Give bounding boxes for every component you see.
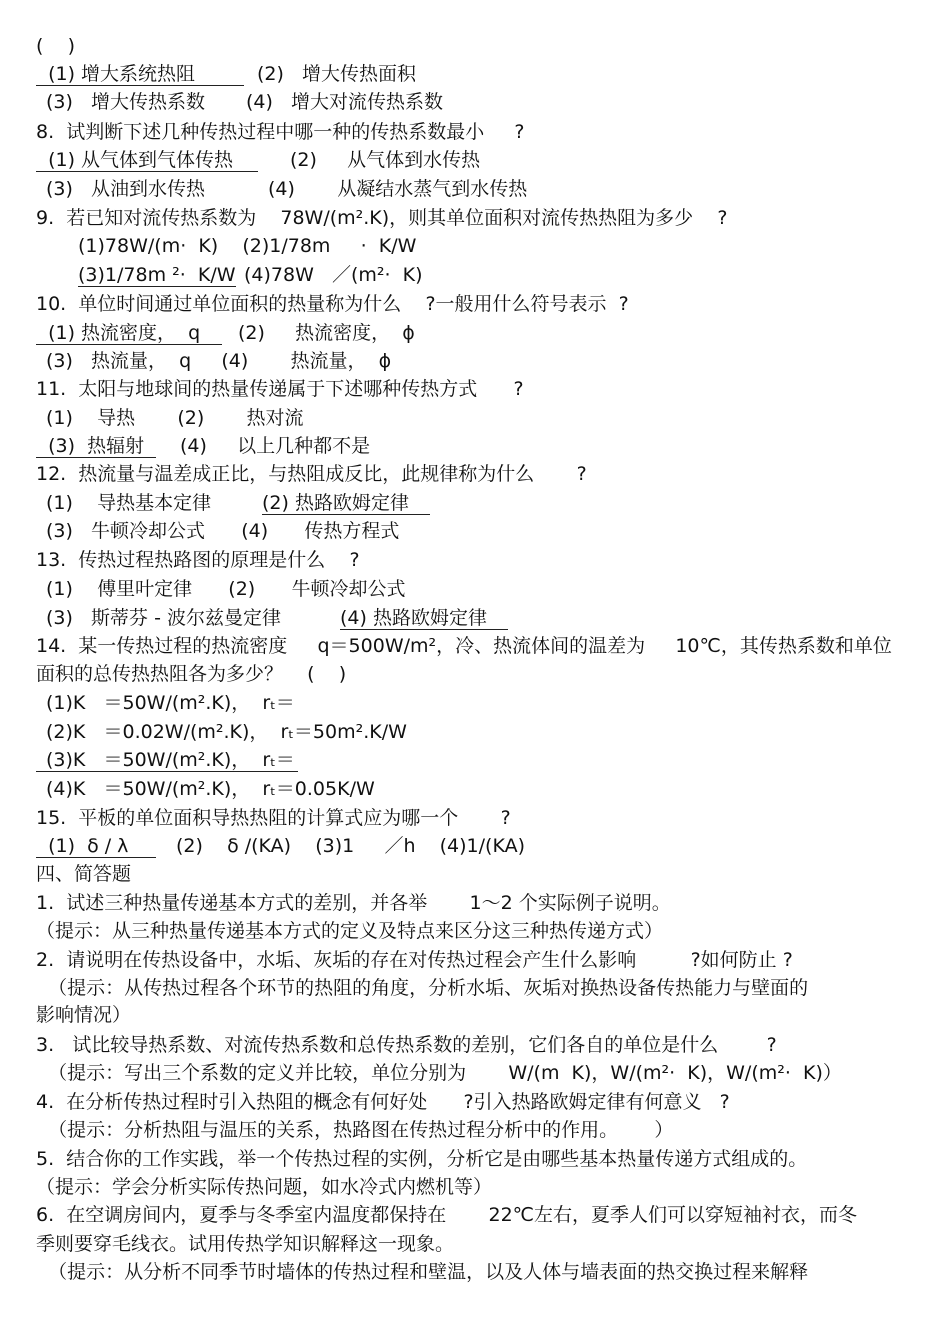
option-7-3: (3) 增大传热系数 [46, 91, 206, 113]
option-14-4: (4)K ＝50W/(m².K)， rₜ＝0.05K/W [46, 778, 375, 800]
hint-5: （提示：学会分析实际传热问题，如水冷式内燃机等） [36, 1176, 493, 1198]
option-7-2: (2) 增大传热面积 [257, 63, 417, 85]
option-11-1-2: (1) 导热 (2) 热对流 [46, 407, 304, 429]
selected-answer: (1) 热流密度， q [36, 322, 222, 345]
short-question-6: 6. 在空调房间内，夏季与冬季室内温度都保持在 22℃左右，夏季人们可以穿短袖衬衣，而冬 [36, 1204, 858, 1226]
short-question-5: 5. 结合你的工作实践，举一个传热过程的实例，分析它是由哪些基本热量传递方式组成的。 [36, 1148, 808, 1170]
short-question-6-cont: 季则要穿毛线衣。试用传热学知识解释这一现象。 [36, 1233, 455, 1255]
option-15-2-4: (2) δ /(KA) (3)1 ／h (4)1/(KA) [176, 835, 525, 857]
selected-answer: (1) 增大系统热阻 [36, 63, 244, 86]
option-14-3 [36, 748, 298, 772]
option-11-3 [36, 434, 156, 458]
question-14-cont: 面积的总传热热阻各为多少？ ( ) [36, 663, 347, 685]
option-7-4: (4) 增大对流传热系数 [246, 91, 444, 113]
option-8-1 [36, 148, 258, 172]
option-13-1-2: (1) 傅里叶定律 (2) 牛顿冷却公式 [46, 578, 406, 600]
question-14: 14. 某一传热过程的热流密度 q＝500W/m²，冷、热流体间的温差为 10℃，其传热系数和单位 [36, 635, 892, 657]
option-9-1-2: (1)78W/(m· K) (2)1/78m · K/W [78, 235, 417, 257]
short-question-1: 1. 试述三种热量传递基本方式的差别，并各举 1～2 个实际例子说明。 [36, 892, 671, 914]
selected-answer: (3) 热辐射 [36, 435, 156, 458]
option-8-4: (4) 从凝结水蒸气到水传热 [268, 178, 528, 200]
option-14-2: (2)K ＝0.02W/(m².K)， rₜ＝50m².K/W [46, 721, 407, 743]
hint-2: （提示：从传热过程各个环节的热阻的角度，分析水垢、灰垢对换热设备传热能力与壁面的 [36, 977, 809, 999]
question-8: 8. 试判断下述几种传热过程中哪一种的传热系数最小 ? [36, 121, 525, 143]
question-15: 15. 平板的单位面积导热热阻的计算式应为哪一个 ? [36, 807, 511, 829]
hint-3: （提示：写出三个系数的定义并比较，单位分别为 W/(m K)，W/(m²· K)，W/(m²· K)） [36, 1062, 842, 1084]
option-10-1 [36, 321, 222, 345]
option-15-1 [36, 834, 156, 858]
selected-answer: (1) 从气体到气体传热 [36, 149, 258, 172]
option-11-4: (4) 以上几种都不是 [180, 435, 371, 457]
hint-6: （提示：从分析不同季节时墙体的传热过程和壁温，以及人体与墙表面的热交换过程来解释 [36, 1261, 809, 1283]
selected-answer: (1) δ / λ [36, 835, 156, 858]
option-12-3-4: (3) 牛顿冷却公式 (4) 传热方程式 [46, 520, 400, 542]
hint-4: （提示：分析热阻与温压的关系，热路图在传热过程分析中的作用。 ） [36, 1119, 674, 1141]
question-11: 11. 太阳与地球间的热量传递属于下述哪种传热方式 ? [36, 378, 524, 400]
option-9-4: (4)78W ／(m²· K) [244, 264, 423, 286]
selected-answer: (2) 热路欧姆定律 [262, 492, 430, 515]
option-8-2: (2) 从气体到水传热 [290, 149, 481, 171]
answer-blank: ( ) [36, 35, 75, 57]
question-12: 12. 热流量与温差成正比，与热阻成反比，此规律称为什么 ? [36, 463, 587, 485]
short-question-3: 3. 试比较导热系数、对流传热系数和总传热系数的差别，它们各自的单位是什么 ? [36, 1034, 777, 1056]
option-14-1: (1)K ＝50W/(m².K)， rₜ＝ [46, 692, 295, 714]
option-13-4 [340, 606, 508, 630]
hint-2-cont: 影响情况） [36, 1004, 132, 1026]
option-13-3: (3) 斯蒂芬 - 波尔兹曼定律 [46, 607, 281, 629]
hint-1: （提示：从三种热量传递基本方式的定义及特点来区分这三种热传递方式） [36, 920, 664, 942]
selected-answer: (3)1/78m ²· K/W [78, 264, 236, 286]
option-12-2 [262, 491, 430, 515]
selected-answer: (3)K ＝50W/(m².K)， rₜ＝ [36, 749, 298, 772]
selected-answer: (4) 热路欧姆定律 [340, 607, 508, 630]
option-10-2: (2) 热流密度， ϕ [238, 322, 415, 344]
option-7-1 [36, 62, 244, 86]
option-8-3: (3) 从油到水传热 [46, 178, 206, 200]
short-question-2: 2. 请说明在传热设备中，水垢、灰垢的存在对传热过程会产生什么影响 ?如何防止 ? [36, 949, 793, 971]
section-heading: 四、简答题 [36, 863, 132, 885]
option-9-3 [78, 263, 236, 287]
question-9: 9. 若已知对流传热系数为 78W/(m².K)，则其单位面积对流传热热阻为多少 ? [36, 207, 728, 229]
option-12-1: (1) 导热基本定律 [46, 492, 212, 514]
short-question-4: 4. 在分析传热过程时引入热阻的概念有何好处 ?引入热路欧姆定律有何意义 ? [36, 1091, 730, 1113]
question-13: 13. 传热过程热路图的原理是什么 ? [36, 549, 360, 571]
option-10-3-4: (3) 热流量， q (4) 热流量， ϕ [46, 350, 392, 372]
question-10: 10. 单位时间通过单位面积的热量称为什么 ?一般用什么符号表示 ? [36, 293, 629, 315]
